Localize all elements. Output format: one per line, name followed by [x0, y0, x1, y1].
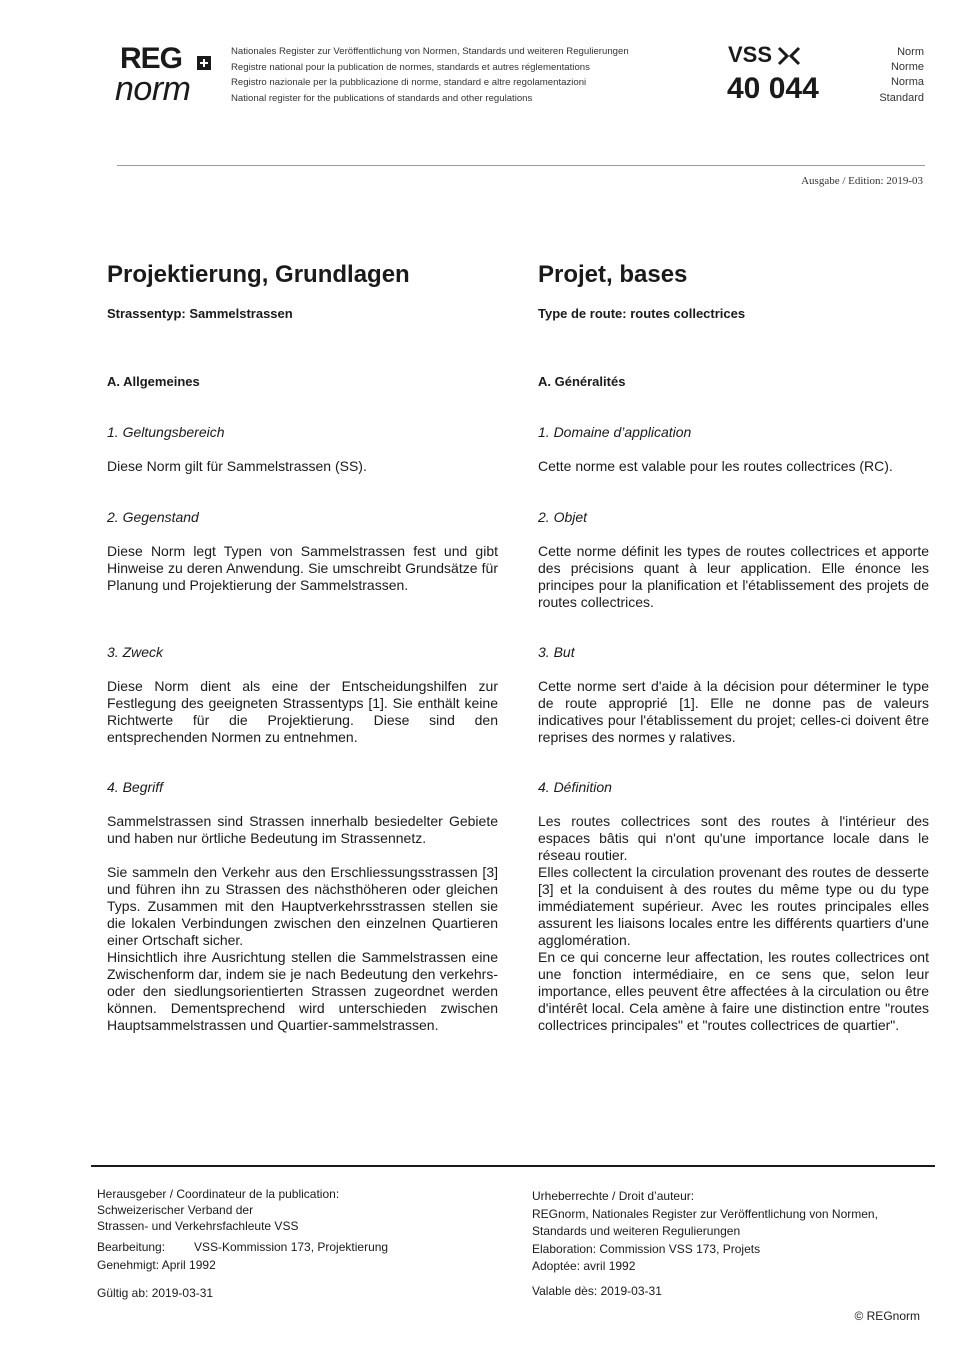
copyright-line: REGnorm, Nationales Register zur Veröffentlichung von Normen,	[532, 1206, 878, 1221]
standard-number: 40 044	[727, 72, 819, 105]
regnorm-logo-reg: REG	[120, 42, 183, 75]
publisher-block	[97, 1186, 339, 1234]
paragraph-2-de: Diese Norm legt Typen von Sammelstrassen fest und gibt Hinweise zu deren Anwendung. Sie umschreibt Grundsätze für Planung und Projektierung der Sammelstrassen.	[107, 543, 498, 593]
section-a-fr: A. Généralités	[538, 374, 626, 389]
approved-de: Genehmigt: April 1992	[97, 1258, 216, 1272]
paragraph-4a-fr: Les routes collectrices sont des routes à l'intérieur des espaces bâtis qui n'ont qu'une importance locale dans le réseau routier.	[538, 813, 929, 863]
registry-line-de: Nationales Register zur Veröffentlichung von Normen, Standards und weiteren Regulierungen	[231, 46, 629, 57]
doc-type-de: Norm	[897, 46, 924, 58]
publisher-line: Schweizerischer Verband der	[97, 1203, 254, 1217]
paragraph-3-fr: Cette norme sert d'aide à la décision pour déterminer le type de route approprié [1]. Elle ne donne pas de valeurs indicatives pour l'établissement du projet; celles-ci doivent être reprises des normes y ralatives.	[538, 678, 929, 745]
subtitle-de: Strassentyp: Sammelstrassen	[107, 306, 293, 321]
heading-3-de: 3. Zweck	[107, 644, 164, 660]
copyright-line: Urheberrechte / Droit d’auteur:	[532, 1189, 695, 1203]
heading-2-de: 2. Gegenstand	[107, 509, 199, 525]
edition-label: Ausgabe / Edition: 2019-03	[801, 175, 923, 187]
paragraph-4a-de: Sammelstrassen sind Strassen innerhalb besiedelter Gebiete und haben nur örtliche Bedeutung im Strassennetz.	[107, 813, 498, 846]
section-a-de: A. Allgemeines	[107, 374, 200, 389]
paragraph-3-de: Diese Norm dient als eine der Entscheidungshilfen zur Festlegung des geeigneten Strassentyps [1]. Sie enthält keine Richtwerte für die Projektierung. Diese sind den entsprechenden Normen zu entnehmen.	[107, 678, 498, 745]
swiss-cross-icon	[197, 56, 211, 70]
heading-3-fr: 3. But	[538, 644, 575, 660]
valid-from-de: Gültig ab: 2019-03-31	[97, 1286, 214, 1300]
bearbeitung-value: VSS-Kommission 173, Projektierung	[194, 1240, 389, 1254]
doc-type-it: Norma	[890, 76, 924, 89]
paragraph-4c-fr: En ce qui concerne leur affectation, les routes collectrices ont une fonction intermédiaire, en ce sens que, selon leur importance, elles peuvent être affectées à la circulation ou être d'intérêt local. Cela amène à faire une distinction entre "routes collectrices principales" et "routes collectrices de quartier".	[538, 949, 929, 1033]
title-fr: Projet, bases	[538, 261, 688, 288]
paragraph-1-de: Diese Norm gilt für Sammelstrassen (SS).	[107, 458, 367, 474]
publisher-line: Strassen- und Verkehrsfachleute VSS	[97, 1219, 299, 1233]
heading-1-de: 1. Geltungsbereich	[107, 424, 225, 440]
copyright-block	[532, 1188, 878, 1276]
copyright-line: Standards und weiteren Regulierungen	[532, 1224, 741, 1238]
bearbeitung-label: Bearbeitung:	[97, 1240, 166, 1254]
doc-type-en: Standard	[879, 91, 924, 104]
doc-type-fr: Norme	[890, 61, 924, 74]
heading-1-fr: 1. Domaine d’application	[538, 424, 692, 440]
copyright-mark: © REGnorm	[854, 1309, 920, 1323]
vss-logo: VSS	[728, 42, 773, 67]
footer-divider	[91, 1165, 935, 1167]
registry-description	[231, 44, 629, 106]
valid-from-fr: Valable dès: 2019-03-31	[532, 1284, 662, 1298]
registry-line-en: National register for the publications of standards and other regulations	[231, 92, 533, 104]
header-divider	[117, 165, 925, 166]
paragraph-4b-de: Sie sammeln den Verkehr aus den Erschliessungsstrassen [3] und führen ihn zu Strassen des nächsthöheren oder gleichen Typs. Zusammen mit den Hauptverkehrsstrassen stellen sie die lokalen Verbindungen zwischen den einzelnen Quartieren einer Ortschaft sicher.	[107, 864, 498, 948]
heading-4-de: 4. Begriff	[107, 779, 164, 795]
copyright-line: Adoptée: avril 1992	[532, 1259, 636, 1273]
vss-chevron-icon	[776, 44, 802, 68]
registry-line-it: Registro nazionale per la pubblicazione di norme, standard e altre regolamentazioni	[231, 77, 587, 88]
paragraph-1-fr: Cette norme est valable pour les routes collectrices (RC).	[538, 458, 893, 474]
copyright-line: Elaboration: Commission VSS 173, Projets	[532, 1241, 761, 1256]
document-type-list	[879, 45, 924, 106]
paragraph-4b-fr: Elles collectent la circulation provenant des routes de desserte [3] et la conduisent à des routes du même type ou du type immédiatement supérieur. Avec les routes principales elles assurent les liaisons locales entre les différents quartiers d'une agglomération.	[538, 864, 929, 948]
registry-line-fr: Registre national pour la publication de normes, standards et autres réglementations	[231, 61, 590, 73]
paragraph-4c-de: Hinsichtlich ihre Ausrichtung stellen die Sammelstrassen eine Zwischenform dar, indem sie je nach Bedeutung den verkehrs- oder den siedlungsorientierten Strassen zugeordnet werden können. Dementsprechend wird unterschieden zwischen Hauptsammelstrassen und Quartier-sammelstrassen.	[107, 949, 498, 1033]
heading-4-fr: 4. Définition	[538, 779, 612, 795]
paragraph-2-fr: Cette norme définit les types de routes collectrices et apporte des précisions quant à leur application. Elle énonce les principes pour la planification et l'établissement des projets de routes collectrices.	[538, 543, 929, 610]
title-de: Projektierung, Grundlagen	[107, 261, 410, 288]
regnorm-logo-norm: norm	[115, 70, 191, 108]
publisher-line: Herausgeber / Coordinateur de la publication:	[97, 1187, 340, 1201]
subtitle-fr: Type de route: routes collectrices	[538, 306, 746, 321]
heading-2-fr: 2. Objet	[538, 509, 588, 525]
